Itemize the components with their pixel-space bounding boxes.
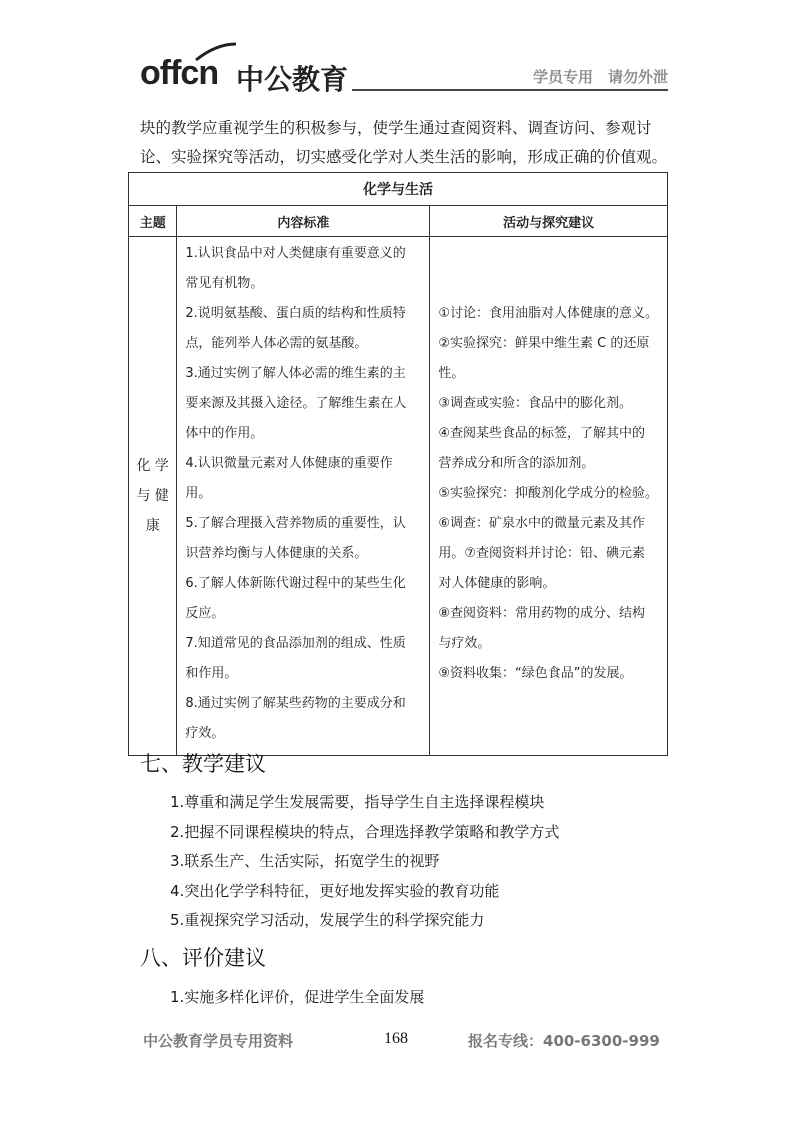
activity-line: 营养成分和所含的添加剂。 [438,456,595,471]
content-line: 要来源及其摄入途径。了解维生素在人 [185,396,407,411]
intro-line: 论、实验探究等活动，切实感受化学对人类生活的影响，形成正确的价值观。 [140,148,668,166]
intro-paragraph [140,114,670,172]
theme-line: 康 [145,518,160,534]
table-row [129,237,668,756]
offcn-logo [140,54,218,93]
activity-cell [430,237,668,756]
logo-swoosh-icon [194,42,238,62]
activity-line: ③调查或实验：食品中的膨化剂。 [438,396,633,411]
page-footer [0,1030,800,1054]
header-activity: 活动与探究建议 [430,206,668,237]
content-line: 2.说明氨基酸、蛋白质的结构和性质特 [185,306,406,321]
theme-cell [129,237,177,756]
logo-text: offcn [140,54,219,92]
content-line: 5.了解合理摄入营养物质的重要性，认 [185,516,406,531]
footer-left: 中公教育学员专用资料 [143,1032,294,1050]
activity-line: ⑥调查：矿泉水中的微量元素及其作 [438,516,646,531]
activity-line: 用。⑦查阅资料并讨论：铅、碘元素 [438,546,646,561]
content-line: 3.通过实例了解人体必需的维生素的主 [185,366,406,381]
footer-hotline: 报名专线：400-6300-999 [468,1032,660,1050]
page-header [140,40,668,96]
content-line: 1.认识食品中对人类健康有重要意义的 [185,246,406,261]
theme-line: 与 健 [136,488,169,504]
intro-line: 块的教学应重视学生的积极参与，使学生通过查阅资料、调查访问、参观讨 [140,119,652,137]
header-content-standard: 内容标准 [177,206,430,237]
content-line: 疗效。 [185,726,225,741]
activity-line: 与疗效。 [438,636,491,651]
section-title-teaching: 七、教学建议 [140,752,266,776]
chemistry-life-table [128,172,668,756]
list-item: 1.尊重和满足学生发展需要，指导学生自主选择课程模块 [170,793,545,811]
activity-line: 对人体健康的影响。 [438,576,556,591]
content-line: 用。 [185,486,212,501]
section-title-evaluation: 八、评价建议 [140,946,266,970]
table-title: 化学与生活 [129,173,668,206]
content-line: 反应。 [185,606,225,621]
teaching-suggestions-list [170,788,559,936]
page-number: 168 [384,1030,408,1047]
theme-line: 化 学 [136,458,169,474]
table-header-row [129,206,668,237]
content-line: 8.通过实例了解某些药物的主要成分和 [185,696,406,711]
content-line: 6.了解人体新陈代谢过程中的某些生化 [185,576,406,591]
header-theme: 主题 [129,206,177,237]
content-line: 常见有机物。 [185,276,264,291]
header-tag: 学员专用 请勿外泄 [532,68,668,86]
activity-line: ①讨论：食用油脂对人体健康的意义。 [438,306,659,321]
list-item: 5.重视探究学习活动，发展学生的科学探究能力 [170,911,485,929]
activity-line: 性。 [438,366,465,381]
header-rule [352,89,668,91]
logo-chinese: 中公教育 [236,63,349,96]
table-title-row [129,173,668,206]
content-line: 4.认识微量元素对人体健康的重要作 [185,456,393,471]
content-line: 和作用。 [185,666,238,681]
content-line: 体中的作用。 [185,426,264,441]
evaluation-suggestions-list [170,983,424,1013]
activity-line: ⑨资料收集：“绿色食品”的发展。 [438,666,633,681]
list-item: 4.突出化学学科特征，更好地发挥实验的教育功能 [170,881,500,900]
content-line: 7.知道常见的食品添加剂的组成、性质 [185,636,406,651]
list-item: 2.把握不同课程模块的特点，合理选择教学策略和教学方式 [170,822,560,841]
activity-line: ⑧查阅资料：常用药物的成分、结构 [438,606,646,621]
activity-line: ④查阅某些食品的标签，了解其中的 [438,426,646,441]
content-line: 点，能列举人体必需的氨基酸。 [185,336,368,351]
list-item: 1.实施多样化评价，促进学生全面发展 [170,988,425,1006]
content-line: 识营养均衡与人体健康的关系。 [185,546,368,561]
activity-line: ②实验探究：鲜果中维生素 C 的还原 [438,336,650,351]
activity-line: ⑤实验探究：抑酸剂化学成分的检验。 [438,486,659,501]
list-item: 3.联系生产、生活实际，拓宽学生的视野 [170,852,440,870]
content-standard-cell [177,237,430,756]
